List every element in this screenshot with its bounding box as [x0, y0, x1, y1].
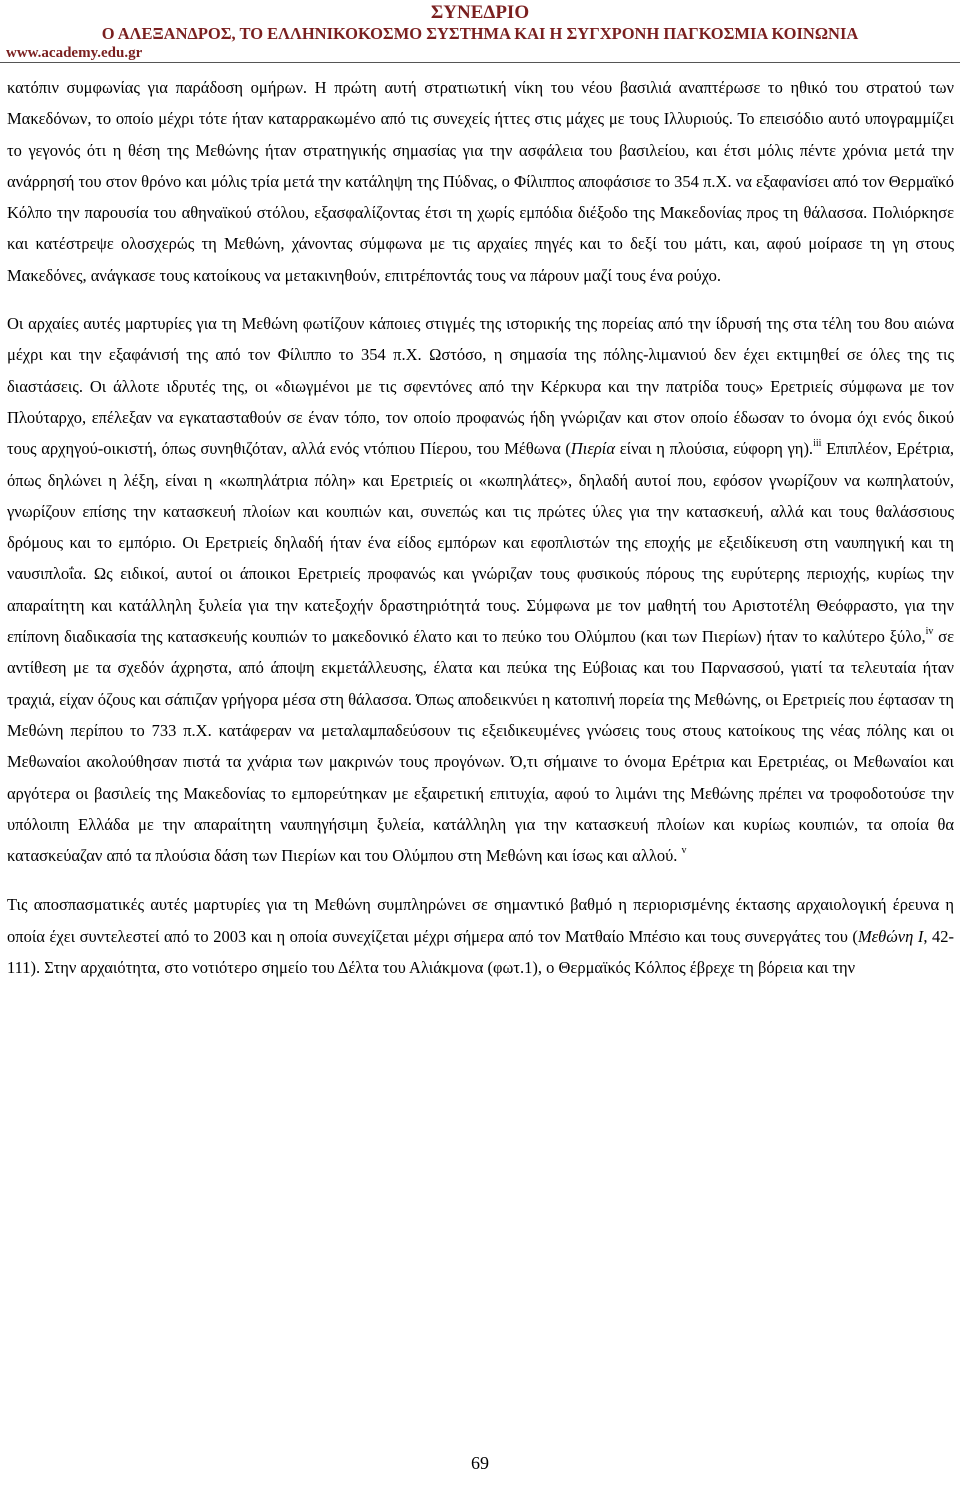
italic-term: Πιερία: [570, 439, 616, 459]
endnote-ref-iv[interactable]: iv: [925, 626, 934, 638]
endnote-ref-v[interactable]: v: [681, 845, 687, 857]
website-link[interactable]: www.academy.edu.gr: [6, 45, 143, 61]
paragraph-2-text-c: Επιπλέον, Ερέτρια, όπως δηλώνει η λέξη, είναι η «κωπηλάτρια πόλη» και Ερετριείς οι «κωπηλάτες», δηλαδή αυτοί που, εφόσον γνωρίζουν να κωπηλατούν, γνωρίζουν επίσης την κατασκευή πλοίων και κουπιών και, συνεπώς και τις πρώτες ύλες για την κατασκευή, αλλά και τους θαλάσσιους δρόμους και το εμπόριο. Οι Ερετριείς δηλαδή ήταν ένα είδος εμπόρων και εφοπλιστών της εποχής με εξειδίκευση στη ναυπηγική και τη ναυσιπλοΐα. Ως ειδικοί, αυτοί οι άποικοι Ερετριείς προφανώς και γνώριζαν τους φυσικούς πόρους της ευρύτερης περιοχής, κυρίως την απαραίτητη και κατάλληλη ξυλεία για την κατεξοχήν δραστηριότητά τους. Σύμφωνα με τον μαθητή του Αριστοτέλη Θεόφραστο, για την επίπονη διαδικασία της κατασκευής κουπιών το μακεδονικό έλατο και το πεύκο του Ολύμπου (και των Πιερίων) ήταν το καλύτερο ξύλο,: [7, 439, 954, 647]
endnote-ref-iii[interactable]: iii: [813, 438, 822, 450]
paragraph-2-text-a: Οι αρχαίες αυτές μαρτυρίες για τη Μεθώνη φωτίζουν κάποιες στιγμές της ιστορικής της πορείας από την ίδρυσή της στα τέλη του 8ου αιώνα μέχρι και την εξαφάνισή της από τον Φίλιππο το 354 π.Χ. Ωστόσο, η σημασία της πόλης-λιμανιού δεν έχει εκτιμηθεί σε όλες της τις διαστάσεις. Οι άλλοτε ιδρυτές της, οι «διωγμένοι με τις σφεντόνες από την Κέρκυρα και την πατρίδα τους» Ερετριείς σύμφωνα με τον Πλούταρχο, επέλεξαν να εγκατασταθούν σε έναν τόπο, τον οποίο προφανώς ήδη γνώριζαν και στον οποίο έδωσαν το όνομα όχι ενός δικού τους αρχηγού-οικιστή, όπως συνηθιζόταν, αλλά ενός ντόπιου Πίερου, του Μέθωνα (: [7, 314, 954, 459]
italic-reference: Μεθώνη Ι: [857, 926, 924, 946]
page-header: [0, 0, 960, 62]
paragraph-1: κατόπιν συμφωνίας για παράδοση ομήρων. Η πρώτη αυτή στρατιωτική νίκη του νέου βασιλιά αναπτέρωσε το ηθικό του στρατού των Μακεδόνων, το οποίο μέχρι τότε ήταν καταρρακωμένο από τις συνεχείς ήττες στις μάχες με τους Ιλλυριούς. Το επεισόδιο αυτό υπογραμμίζει το γεγονός ότι η θέση της Μεθώνης ήταν στρατηγικής σημασίας για την ασφάλεια του βασιλείου, και έτσι μόλις πέντε χρόνια μετά την ανάρρησή του στον θρόνο και μόλις τρία μετά την κατάληψη της Πύδνας, ο Φίλιππος αποφάσισε το 354 π.Χ. να εξαφανίσει από τον Θερμαϊκό Κόλπο την παρουσία του αθηναϊκού στόλου, εξασφαλίζοντας έτσι τη χωρίς εμπόδια διέξοδο της Μακεδονίας προς τη θάλασσα. Πολιόρκησε και κατέστρεψε ολοσχερώς τη Μεθώνη, χάνοντας σύμφωνα με τις αρχαίες πηγές και το δεξί του μάτι, και, αφού μοίρασε τη γη στους Μακεδόνες, ανάγκασε τους κατοίκους να μετακινηθούν, επιτρέποντάς τους να πάρουν μαζί τους ένα ρούχο.: [7, 78, 954, 285]
conference-title: ΣΥΝΕΔΡΙΟ: [430, 2, 530, 23]
paragraph-3: [7, 889, 954, 983]
conference-subtitle: Ο ΑΛΕΞΑΝΔΡΟΣ, ΤΟ ΕΛΛΗΝΙΚΟΚΟΣΜΟ ΣΥΣΤΗΜΑ ΚΑΙ Η ΣΥΓΧΡΟΝΗ ΠΑΓΚΟΣΜΙΑ ΚΟΙΝΩΝΙΑ: [101, 24, 859, 43]
page-number: 69: [471, 1453, 489, 1473]
header-divider: [0, 62, 960, 63]
paragraph-3-text-a: Τις αποσπασματικές αυτές μαρτυρίες για τη Μεθώνη συμπληρώνει σε σημαντικό βαθμό η περιορισμένης έκτασης αρχαιολογική έρευνα η οποία έχει συντελεστεί από το 2003 και η οποία συνεχίζεται μέχρι σήμερα από τον Ματθαίο Μπέσιο και τους συνεργάτες του (: [7, 895, 954, 946]
paragraph-2: [7, 308, 954, 871]
paragraph-2-text-b: είναι η πλούσια, εύφορη γη).: [615, 439, 814, 459]
paragraph-2-text-d: σε αντίθεση με τα σχεδόν άχρηστα, από άποψη εκμετάλλευσης, έλατα και πεύκα της Εύβοιας και του Παρνασσού, γιατί τα τελευταία ήταν τραχιά, είχαν όζους και σάπιζαν γρήγορα μέσα στη θάλασσα. Όπως αποδεικνύει η κατοπινή πορεία της Μεθώνης, οι Ερετριείς που έφτασαν τη Μεθώνη περίπου το 733 π.Χ. κατάφεραν να μεταλαμπαδεύσουν τις εξειδικευμένες γνώσεις τους στους κατοίκους της νέας πόλης και οι Μεθωναίοι ακολούθησαν πιστά τα χνάρια των μακρινών τους προγόνων. Ό,τι σήμαινε το όνομα Ερέτρια και Ερετριέας, οι Μεθωναίοι και αργότερα οι βασιλείς της Μακεδονίας το εμπορεύτηκαν με εξαιρετική επιτυχία, αφού το λιμάνι της Μεθώνης πρέπει να τροφοδοτούσε την υπόλοιπη Ελλάδα με την απαραίτητη ναυπηγήσιμη ξυλεία, κατάλληλη για την κατασκευή πλοίων και κυρίως κουπιών, τα οποία θα κατασκεύαζαν από τα πλούσια δάση των Πιερίων και του Ολύμπου στη Μεθώνη και ίσως και αλλού.: [7, 627, 954, 866]
document-body: [7, 72, 954, 983]
paragraph-3-text-b: , 42-111). Στην αρχαιότητα, στο νοτιότερο σημείο του Δέλτα του Αλιάκμονα (φωτ.1), ο Θερμαϊκός Κόλπος έβρεχε τη βόρεια και την: [7, 926, 954, 978]
